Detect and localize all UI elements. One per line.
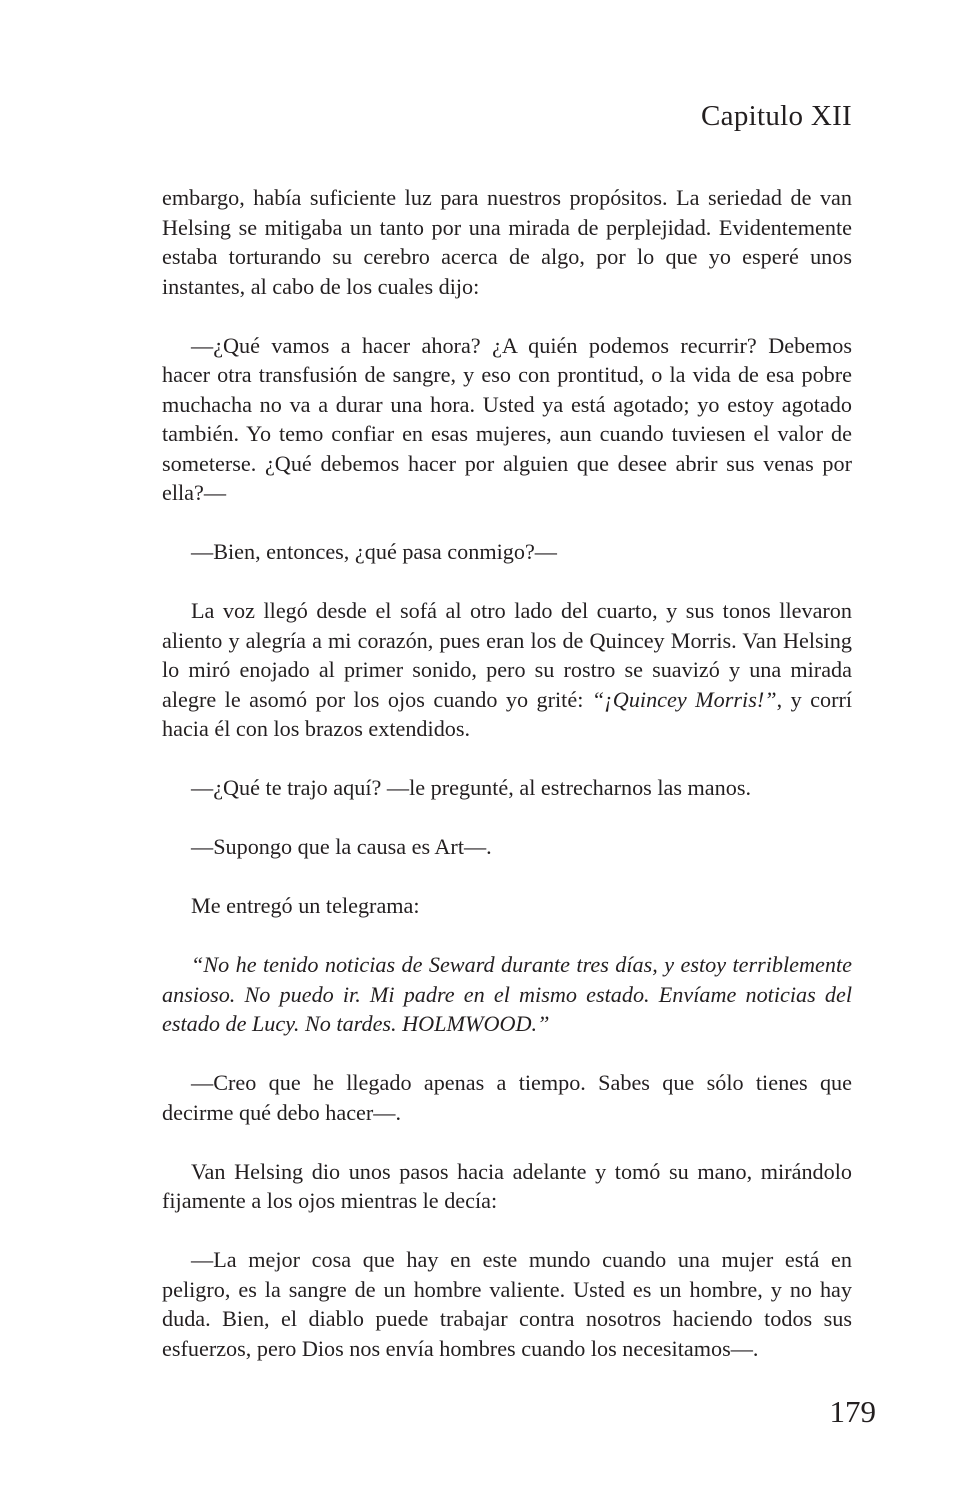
telegram-quote: “No he tenido noticias de Seward durante tres días, y estoy terriblemente ansioso. No puedo ir. Mi padre en el mismo estado. Envíame noticias del estado de Lucy. No tardes. HOLMWOOD.”: [162, 952, 852, 1036]
paragraph: —Supongo que la causa es Art—.: [191, 834, 492, 859]
running-head-chapter-title: Capitulo XII: [701, 100, 852, 132]
paragraph-text: , y corrí hacia él con los brazos extendidos.: [162, 686, 853, 741]
paragraph-text: La voz llegó desde el sofá al otro lado del cuarto, y sus tonos llevaron aliento y alegría a mi corazón, pues eran los de Quincey Morris. Van Helsing lo miró enojado al primer sonido, pero su rostro se suavizó y una mirada alegre le asomó por los ojos cuando yo grité:: [162, 598, 852, 712]
paragraph: embargo, había suficiente luz para nuestros propósitos. La seriedad de van Helsing se mitigaba un tanto por una mirada de perplejidad. Evidentemente estaba torturando su cerebro acerca de algo, por lo que yo esperé unos instantes, al cabo de los cuales dijo:: [162, 185, 852, 299]
body-text: [162, 183, 852, 1363]
paragraph: —¿Qué te trajo aquí? —le pregunté, al estrecharnos las manos.: [191, 775, 752, 800]
paragraph: Me entregó un telegrama:: [191, 893, 420, 918]
italic-quote: “¡Quincey Morris!”: [591, 686, 777, 712]
page-number: 179: [829, 1394, 876, 1429]
paragraph: —Bien, entonces, ¿qué pasa conmigo?—: [191, 539, 557, 564]
paragraph: —¿Qué vamos a hacer ahora? ¿A quién podemos recurrir? Debemos hacer otra transfusión de sangre, y eso con prontitud, o la vida de esa pobre muchacha no va a durar una hora. Usted ya está agotado; yo estoy agotado también. Yo temo confiar en esas mujeres, aun cuando tuviesen el valor de someterse. ¿Qué debemos hacer por alguien que desee abrir sus venas por ella?—: [162, 332, 852, 505]
paragraph: [162, 596, 852, 744]
paragraph: —Creo que he llegado apenas a tiempo. Sabes que sólo tienes que decirme qué debo hacer—.: [162, 1070, 852, 1125]
paragraph: Van Helsing dio unos pasos hacia adelante y tomó su mano, mirándolo fijamente a los ojos mientras le decía:: [162, 1158, 852, 1213]
paragraph: —La mejor cosa que hay en este mundo cuando una mujer está en peligro, es la sangre de un hombre valiente. Usted es un hombre, y no hay duda. Bien, el diablo puede trabajar contra nosotros haciendo todos sus esfuerzos, pero Dios nos envía hombres cuando los necesitamos—.: [162, 1247, 852, 1361]
